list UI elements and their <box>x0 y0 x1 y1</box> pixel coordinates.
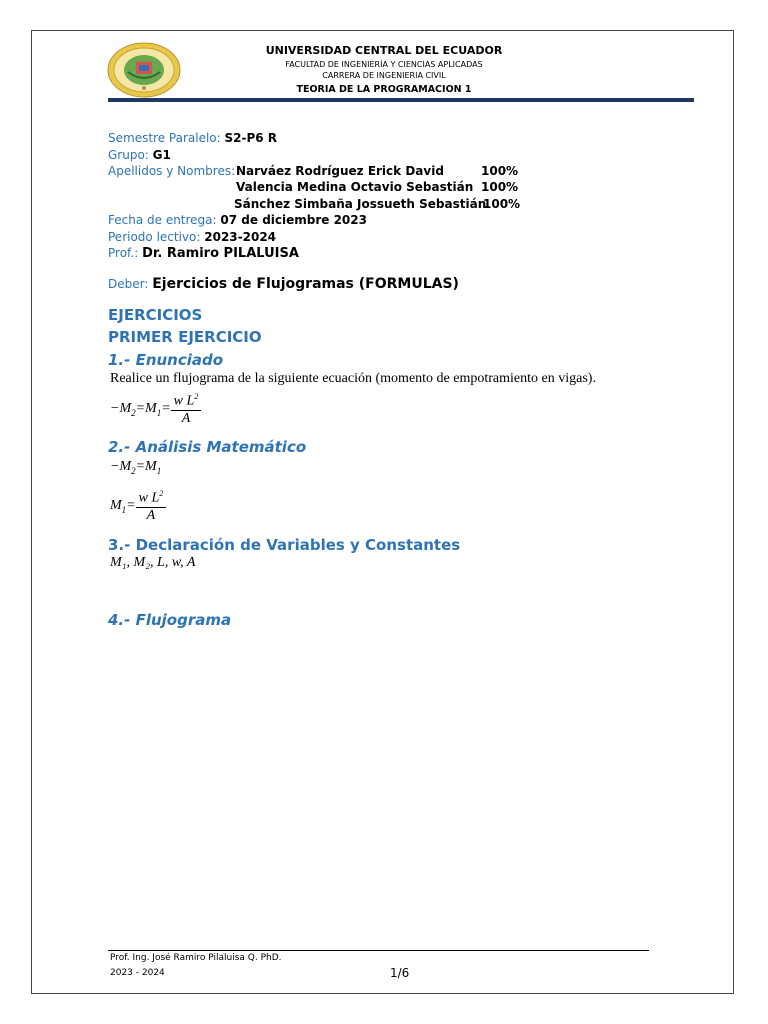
subheading-variables: 3.- Declaración de Variables y Constantes <box>108 536 461 554</box>
header-divider <box>108 98 694 102</box>
date-row <box>108 213 367 227</box>
period-row <box>108 230 276 244</box>
professor-row <box>108 246 299 261</box>
homework-label: Deber: <box>108 277 149 291</box>
names-row <box>108 164 235 178</box>
homework-title: Ejercicios de Flujogramas (FORMULAS) <box>152 276 459 292</box>
subheading-math-analysis: 2.- Análisis Matemático <box>108 438 307 456</box>
variables-list: M₁, M₂, L, w, A <box>110 555 196 570</box>
section-heading-first-exercise: PRIMER EJERCICIO <box>108 328 262 346</box>
student-percentage: 100% <box>481 164 519 178</box>
equation-moments-equal: $-M_2=M_1$ <box>110 459 162 476</box>
student-percentage: 100% <box>483 197 521 211</box>
equation-m1: $M_1=$ $\frac{w L^2}{A}$ <box>110 489 166 524</box>
group-row <box>108 148 171 162</box>
homework-row <box>108 276 459 292</box>
subheading-flowchart: 4.- Flujograma <box>108 611 232 629</box>
group-label: Grupo: <box>108 148 149 162</box>
equation-main: $-M_2=M_1=$ $\frac{w L^2}{A}$ <box>110 392 201 427</box>
date-value: 07 de diciembre 2023 <box>220 213 367 227</box>
period-value: 2023-2024 <box>204 230 277 244</box>
semester-value: S2-P6 R <box>224 131 278 145</box>
period-label: Periodo lectivo: <box>108 230 201 244</box>
student-name: Narváez Rodríguez Erick David <box>236 164 444 178</box>
course-title: TEORIA DE LA PROGRAMACION 1 <box>296 84 472 95</box>
section-heading-exercises: EJERCICIOS <box>108 306 203 324</box>
footer-author: Prof. Ing. José Ramiro Pilaluisa Q. PhD. <box>110 953 282 963</box>
date-label: Fecha de entrega: <box>108 213 217 227</box>
professor-label: Prof.: <box>108 246 139 260</box>
career-title: CARRERA DE INGENIERIA CIVIL <box>322 71 446 80</box>
footer-year: 2023 - 2024 <box>110 968 165 978</box>
student-percentage: 100% <box>481 180 519 194</box>
university-title: UNIVERSIDAD CENTRAL DEL ECUADOR <box>265 44 503 57</box>
student-name: Sánchez Simbaña Jossueth Sebastián <box>234 197 487 211</box>
footer-divider <box>108 950 649 951</box>
faculty-title: FACULTAD DE INGENIERÍA Y CIENCIAS APLICADAS <box>285 60 483 69</box>
subheading-statement: 1.- Enunciado <box>108 351 224 369</box>
student-name: Valencia Medina Octavio Sebastián <box>236 180 474 194</box>
group-value: G1 <box>152 148 171 162</box>
names-label: Apellidos y Nombres: <box>108 164 236 178</box>
page-number: 1/6 <box>390 966 410 980</box>
semester-label: Semestre Paralelo: <box>108 131 221 145</box>
statement-text: Realice un flujograma de la siguiente ecuación (momento de empotramiento en vigas). <box>110 371 596 386</box>
university-seal-logo <box>106 42 182 98</box>
professor-value: Dr. Ramiro PILALUISA <box>142 246 299 261</box>
semester-row <box>108 131 277 145</box>
